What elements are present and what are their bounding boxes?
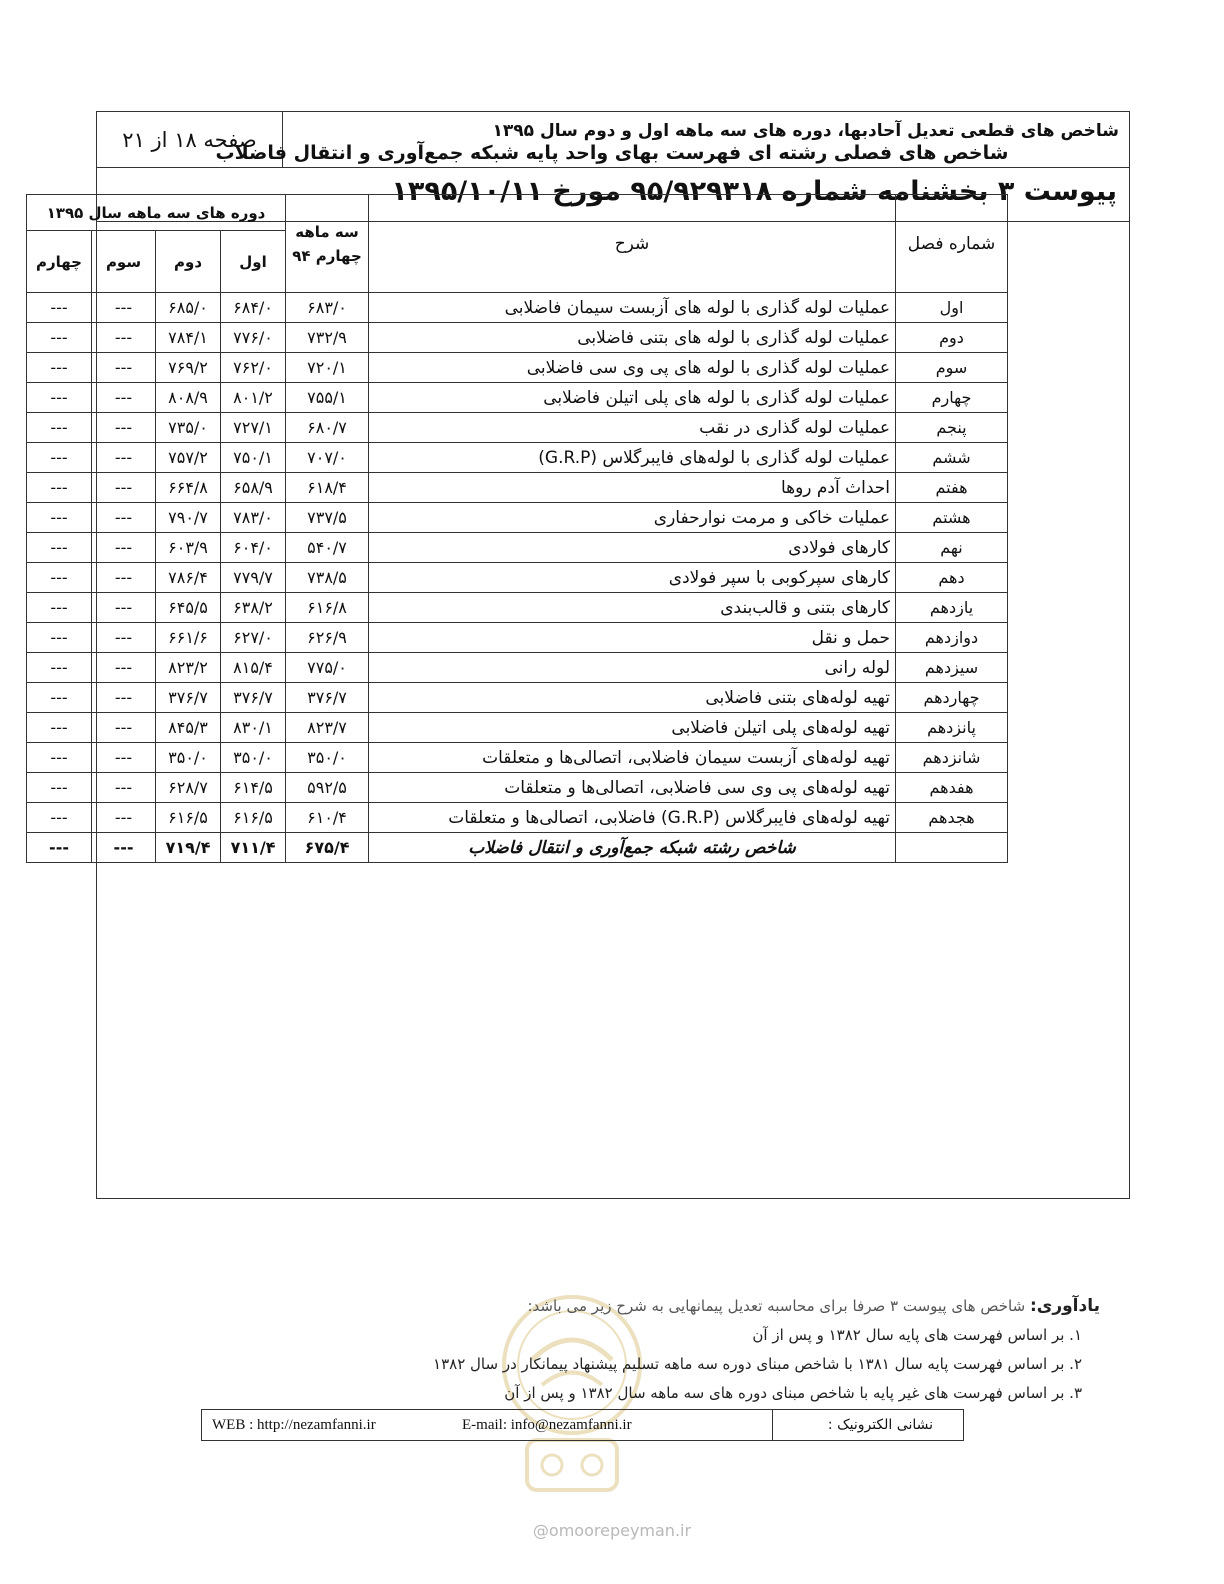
cell-first: ۷۷۹/۷ xyxy=(221,563,286,593)
cell-q4-94: ۶۲۶/۹ xyxy=(286,623,369,653)
cell-third: --- xyxy=(92,293,156,323)
cell-first: ۷۵۰/۱ xyxy=(221,443,286,473)
table-row xyxy=(27,593,1008,623)
table-row xyxy=(27,713,1008,743)
watermark-site: @omoorepeyman.ir xyxy=(532,1521,692,1540)
header-group-1395: دوره های سه ماهه سال ۱۳۹۵ xyxy=(27,195,286,231)
cell-fourth: --- xyxy=(27,443,92,473)
page-number: صفحه ۱۸ از ۲۱ xyxy=(97,112,283,167)
cell-chapter: هفدهم xyxy=(896,773,1008,803)
cell-third: --- xyxy=(92,713,156,743)
table-row xyxy=(27,743,1008,773)
cell-fourth: --- xyxy=(27,383,92,413)
cell-q4-94: ۷۳۷/۵ xyxy=(286,503,369,533)
cell-chapter: شانزدهم xyxy=(896,743,1008,773)
header-description: شرح xyxy=(369,195,896,293)
cell-q4-94: ۷۰۷/۰ xyxy=(286,443,369,473)
cell-fourth: --- xyxy=(27,413,92,443)
cell-chapter: یازدهم xyxy=(896,593,1008,623)
cell-second: ۶۸۵/۰ xyxy=(156,293,221,323)
cell-third: --- xyxy=(92,593,156,623)
notes-lead: یادآوری: xyxy=(1029,1296,1100,1316)
cell-q4-94: ۶۱۶/۸ xyxy=(286,593,369,623)
cell-chapter xyxy=(896,833,1008,863)
cell-first: ۶۱۶/۵ xyxy=(221,803,286,833)
cell-second: ۷۱۹/۴ xyxy=(156,833,221,863)
cell-q4-94: ۵۹۲/۵ xyxy=(286,773,369,803)
cell-chapter: سیزدهم xyxy=(896,653,1008,683)
cell-chapter: سوم xyxy=(896,353,1008,383)
cell-third: --- xyxy=(92,533,156,563)
cell-fourth: --- xyxy=(27,293,92,323)
cell-q4-94: ۳۵۰/۰ xyxy=(286,743,369,773)
cell-third: --- xyxy=(92,563,156,593)
cell-third: --- xyxy=(92,623,156,653)
cell-description: عملیات لوله گذاری با لوله های بتنی فاضلابی xyxy=(369,323,896,353)
cell-fourth: --- xyxy=(27,563,92,593)
cell-third: --- xyxy=(92,773,156,803)
table-row xyxy=(27,803,1008,833)
contact-label: نشانی الکترونیک : xyxy=(772,1410,963,1440)
cell-second: ۳۷۶/۷ xyxy=(156,683,221,713)
cell-first: ۷۸۳/۰ xyxy=(221,503,286,533)
table-row xyxy=(27,443,1008,473)
header-third: سوم xyxy=(92,231,156,293)
table-row xyxy=(27,383,1008,413)
cell-description: عملیات لوله گذاری با لوله های پلی اتیلن فاضلابی xyxy=(369,383,896,413)
cell-first: ۶۳۸/۲ xyxy=(221,593,286,623)
cell-q4-94: ۶۸۰/۷ xyxy=(286,413,369,443)
cell-second: ۸۰۸/۹ xyxy=(156,383,221,413)
note-item: ۳. بر اساس فهرست های غیر پایه با شاخص مبنای دوره های سه ماهه سال ۱۳۸۲ و پس از آن xyxy=(504,1384,1082,1402)
table-row xyxy=(27,293,1008,323)
cell-fourth: --- xyxy=(27,713,92,743)
cell-chapter: نهم xyxy=(896,533,1008,563)
cell-third: --- xyxy=(92,353,156,383)
cell-third: --- xyxy=(92,413,156,443)
cell-third: --- xyxy=(92,743,156,773)
cell-fourth: --- xyxy=(27,473,92,503)
header-second: دوم xyxy=(156,231,221,293)
cell-fourth: --- xyxy=(27,773,92,803)
cell-fourth: --- xyxy=(27,743,92,773)
contact-email[interactable]: E-mail: info@nezamfanni.ir xyxy=(462,1417,632,1433)
table-row xyxy=(27,323,1008,353)
cell-first: ۷۲۷/۱ xyxy=(221,413,286,443)
cell-second: ۳۵۰/۰ xyxy=(156,743,221,773)
table-row xyxy=(27,413,1008,443)
cell-second: ۷۶۹/۲ xyxy=(156,353,221,383)
cell-description: تهیه لوله‌های پی وی سی فاضلابی، اتصالی‌ها و متعلقات xyxy=(369,773,896,803)
cell-third: --- xyxy=(92,833,156,863)
cell-chapter: پانزدهم xyxy=(896,713,1008,743)
cell-first: ۷۱۱/۴ xyxy=(221,833,286,863)
cell-fourth: --- xyxy=(27,623,92,653)
cell-q4-94: ۵۴۰/۷ xyxy=(286,533,369,563)
cell-first: ۶۸۴/۰ xyxy=(221,293,286,323)
cell-chapter: ششم xyxy=(896,443,1008,473)
cell-fourth: --- xyxy=(27,653,92,683)
cell-q4-94: ۶۸۳/۰ xyxy=(286,293,369,323)
cell-first: ۶۲۷/۰ xyxy=(221,623,286,653)
cell-description: عملیات لوله گذاری با لوله های آزبست سیمان فاضلابی xyxy=(369,293,896,323)
cell-q4-94: ۷۳۲/۹ xyxy=(286,323,369,353)
cell-q4-94: ۷۳۸/۵ xyxy=(286,563,369,593)
cell-q4-94: ۶۷۵/۴ xyxy=(286,833,369,863)
cell-fourth: --- xyxy=(27,323,92,353)
cell-chapter: دوم xyxy=(896,323,1008,353)
cell-first: ۸۰۱/۲ xyxy=(221,383,286,413)
cell-q4-94: ۷۵۵/۱ xyxy=(286,383,369,413)
cell-second: ۶۶۱/۶ xyxy=(156,623,221,653)
contact-box xyxy=(201,1409,964,1441)
cell-description: تهیه لوله‌های بتنی فاضلابی xyxy=(369,683,896,713)
cell-second: ۸۲۳/۲ xyxy=(156,653,221,683)
cell-second: ۶۱۶/۵ xyxy=(156,803,221,833)
header-chapter: شماره فصل xyxy=(896,195,1008,293)
table-row xyxy=(27,773,1008,803)
cell-fourth: --- xyxy=(27,503,92,533)
cell-second: ۷۸۴/۱ xyxy=(156,323,221,353)
cell-chapter: هفتم xyxy=(896,473,1008,503)
cell-chapter: هجدهم xyxy=(896,803,1008,833)
cell-second: ۶۰۳/۹ xyxy=(156,533,221,563)
header-first: اول xyxy=(221,231,286,293)
note-item: ۲. بر اساس فهرست پایه سال ۱۳۸۱ با شاخص مبنای دوره سه ماهه تسلیم پیشنهاد پیمانکار در سال ۱۳۸۲ xyxy=(433,1355,1082,1373)
header-title: شاخص های قطعی تعدیل آحادبها، دوره های سه ماهه اول و دوم سال ۱۳۹۵ xyxy=(492,121,1119,141)
cell-chapter: چهارم xyxy=(896,383,1008,413)
table-row xyxy=(27,473,1008,503)
cell-description: عملیات خاکی و مرمت نوارحفاری xyxy=(369,503,896,533)
cell-first: ۸۳۰/۱ xyxy=(221,713,286,743)
cell-description: تهیه لوله‌های آزبست سیمان فاضلابی، اتصالی‌ها و متعلقات xyxy=(369,743,896,773)
cell-third: --- xyxy=(92,803,156,833)
cell-fourth: --- xyxy=(27,353,92,383)
cell-third: --- xyxy=(92,383,156,413)
cell-chapter: اول xyxy=(896,293,1008,323)
cell-description: عملیات لوله گذاری با لوله‌های فایبرگلاس (G.R.P) xyxy=(369,443,896,473)
cell-q4-94: ۷۷۵/۰ xyxy=(286,653,369,683)
cell-third: --- xyxy=(92,503,156,533)
cell-description: کارهای فولادی xyxy=(369,533,896,563)
table-row xyxy=(27,653,1008,683)
cell-second: ۶۴۵/۵ xyxy=(156,593,221,623)
cell-chapter: چهاردهم xyxy=(896,683,1008,713)
cell-description: شاخص رشته شبکه جمع‌آوری و انتقال فاضلاب xyxy=(369,833,896,863)
table-row xyxy=(27,533,1008,563)
cell-fourth: --- xyxy=(27,593,92,623)
cell-q4-94: ۶۱۰/۴ xyxy=(286,803,369,833)
table-row xyxy=(27,623,1008,653)
cell-q4-94: ۳۷۶/۷ xyxy=(286,683,369,713)
cell-second: ۷۳۵/۰ xyxy=(156,413,221,443)
cell-first: ۶۱۴/۵ xyxy=(221,773,286,803)
cell-chapter: هشتم xyxy=(896,503,1008,533)
cell-second: ۷۹۰/۷ xyxy=(156,503,221,533)
cell-q4-94: ۷۲۰/۱ xyxy=(286,353,369,383)
cell-first: ۶۰۴/۰ xyxy=(221,533,286,563)
cell-first: ۸۱۵/۴ xyxy=(221,653,286,683)
cell-q4-94: ۸۲۳/۷ xyxy=(286,713,369,743)
cell-second: ۸۴۵/۳ xyxy=(156,713,221,743)
note-item: ۱. بر اساس فهرست های پایه سال ۱۳۸۲ و پس از آن xyxy=(752,1326,1082,1344)
cell-second: ۷۵۷/۲ xyxy=(156,443,221,473)
cell-chapter: دوازدهم xyxy=(896,623,1008,653)
cell-description: تهیه لوله‌های پلی اتیلن فاضلابی xyxy=(369,713,896,743)
index-table xyxy=(26,194,1008,863)
circular-reference: پیوست ۳ بخشنامه شماره ۹۵/۹۲۹۳۱۸ مورخ ۱۳۹۵/۱۰/۱۱ xyxy=(391,176,1117,207)
table-row xyxy=(27,683,1008,713)
table-row xyxy=(27,563,1008,593)
cell-fourth: --- xyxy=(27,683,92,713)
cell-first: ۷۷۶/۰ xyxy=(221,323,286,353)
cell-first: ۷۶۲/۰ xyxy=(221,353,286,383)
cell-description: حمل و نقل xyxy=(369,623,896,653)
cell-fourth: --- xyxy=(27,803,92,833)
cell-second: ۷۸۶/۴ xyxy=(156,563,221,593)
cell-fourth: --- xyxy=(27,833,92,863)
cell-description: عملیات لوله گذاری با لوله های پی وی سی فاضلابی xyxy=(369,353,896,383)
cell-second: ۶۶۴/۸ xyxy=(156,473,221,503)
cell-first: ۳۵۰/۰ xyxy=(221,743,286,773)
header-fourth: چهارم xyxy=(27,231,92,293)
header-q4-94: سه ماهه چهارم ۹۴ xyxy=(286,195,369,293)
cell-description: تهیه لوله‌های فایبرگلاس (G.R.P) فاضلابی، اتصالی‌ها و متعلقات xyxy=(369,803,896,833)
cell-third: --- xyxy=(92,443,156,473)
cell-second: ۶۲۸/۷ xyxy=(156,773,221,803)
cell-first: ۳۷۶/۷ xyxy=(221,683,286,713)
cell-q4-94: ۶۱۸/۴ xyxy=(286,473,369,503)
table-row xyxy=(27,353,1008,383)
cell-third: --- xyxy=(92,323,156,353)
cell-third: --- xyxy=(92,653,156,683)
table-row xyxy=(27,503,1008,533)
cell-chapter: دهم xyxy=(896,563,1008,593)
cell-third: --- xyxy=(92,473,156,503)
cell-fourth: --- xyxy=(27,533,92,563)
cell-description: لوله رانی xyxy=(369,653,896,683)
cell-description: کارهای سپرکوبی با سپر فولادی xyxy=(369,563,896,593)
notes-intro xyxy=(380,1292,1100,1321)
table-title: شاخص های فصلی رشته ای فهرست بهای واحد پایه شبکه جمع‌آوری و انتقال فاضلاب xyxy=(215,142,1009,164)
notes-block xyxy=(380,1292,1100,1408)
total-row xyxy=(27,833,1008,863)
cell-description: احداث آدم روها xyxy=(369,473,896,503)
cell-description: کارهای بتنی و قالب‌بندی xyxy=(369,593,896,623)
cell-description: عملیات لوله گذاری در نقب xyxy=(369,413,896,443)
cell-first: ۶۵۸/۹ xyxy=(221,473,286,503)
cell-chapter: پنجم xyxy=(896,413,1008,443)
notes-intro-text: شاخص های پیوست ۳ صرفا برای محاسبه تعدیل پیمانهایی به شرح زیر می باشد: xyxy=(527,1297,1026,1315)
contact-web[interactable]: WEB : http://nezamfanni.ir xyxy=(212,1417,376,1433)
cell-third: --- xyxy=(92,683,156,713)
